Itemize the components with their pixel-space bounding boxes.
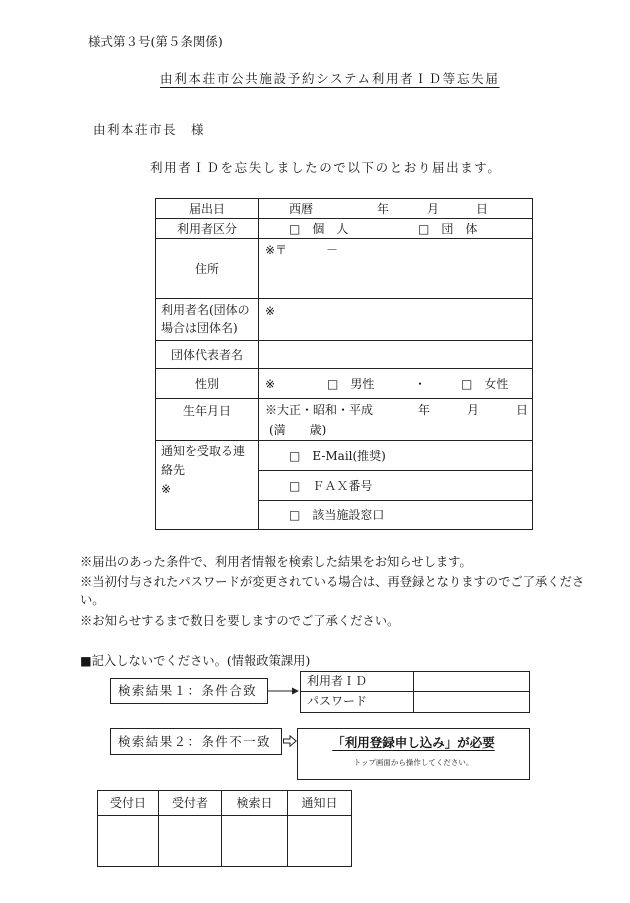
gender-male-option: □ 男性: [327, 377, 375, 391]
stamp-header-received-date: [98, 791, 159, 816]
birth-month-unit: 月: [467, 403, 480, 417]
gender-value-cell: [259, 369, 532, 399]
intro-statement: 利用者ＩＤを忘失しましたので以下のとおり届出ます。: [150, 160, 502, 175]
address-value-cell: [259, 239, 532, 299]
address-postal-dash: －: [326, 243, 339, 257]
arrow-right-icon: [268, 686, 300, 696]
user-name-value-cell: [259, 299, 532, 341]
gender-label-cell: [156, 369, 259, 399]
date-label: 届出日: [188, 201, 225, 216]
contact-label-cell: [156, 441, 259, 529]
credentials-table: [300, 671, 530, 713]
result-mismatch-box: [110, 728, 282, 755]
result-match-box: [110, 678, 268, 704]
password-label: パスワード: [307, 694, 368, 708]
stamp-header-receiver: [159, 791, 222, 816]
contact-email-option: □ E-Mail(推奨): [289, 449, 386, 463]
stamp-cell-search-date: [222, 816, 288, 866]
registration-required-box: [297, 728, 530, 780]
contact-email-cell: [259, 441, 532, 471]
result-match-label: 検索結果１：条件合致: [118, 683, 258, 698]
birth-day-unit: 日: [516, 403, 529, 417]
block-arrow-right-icon: [283, 735, 297, 747]
contact-counter-option: □ 該当施設窓口: [289, 508, 385, 522]
password-value-cell: [414, 692, 529, 712]
registration-required-heading: 「利用登録申し込み」が必要: [332, 735, 495, 750]
contact-counter-cell: [259, 501, 532, 529]
stamp-header-notice-date: [288, 791, 351, 816]
address-label-cell: [156, 239, 259, 299]
stamp-header-label: 検索日: [236, 796, 273, 810]
user-type-label-cell: [156, 219, 259, 239]
birth-label: 生年月日: [182, 404, 231, 418]
contact-fax-option: □ ＦＡＸ番号: [289, 479, 373, 493]
date-month-unit: 月: [427, 202, 440, 216]
representative-label: 団体代表者名: [170, 347, 243, 362]
form-number: 様式第３号(第５条関係): [88, 34, 223, 49]
stamp-cell-notice-date: [288, 816, 351, 866]
password-label-cell: [301, 692, 414, 712]
gender-label: 性別: [194, 376, 219, 391]
office-use-heading: ■記入しないでください。(情報政策課用): [80, 654, 311, 668]
date-day-unit: 日: [476, 202, 489, 216]
birth-eras: ※大正・昭和・平成: [265, 403, 374, 417]
registration-required-note: トップ画面から操作してください。: [353, 758, 474, 767]
gender-required-mark: ※: [265, 377, 276, 391]
birth-value-cell: [259, 399, 532, 441]
user-type-group-option: □ 団 体: [418, 222, 478, 236]
date-era: 西暦: [289, 202, 314, 216]
user-name-required-mark: ※: [265, 304, 276, 318]
stamp-header-label: 通知日: [301, 796, 338, 810]
user-id-value-cell: [414, 672, 529, 692]
contact-label-line1: 通知を受取る連: [161, 444, 246, 458]
user-type-value-cell: [259, 219, 532, 239]
address-label: 住所: [194, 261, 219, 276]
birth-label-cell: [156, 399, 259, 441]
addressee: 由利本荘市長 様: [93, 122, 206, 137]
user-id-label-cell: [301, 672, 414, 692]
stamp-header-search-date: [222, 791, 288, 816]
stamp-cell-received-date: [98, 816, 159, 866]
user-name-label-line2: 場合は団体名): [161, 321, 238, 335]
processing-stamp-table: [97, 790, 352, 867]
gender-separator: ・: [414, 377, 427, 391]
result-mismatch-label: 検索結果２：条件不一致: [118, 734, 271, 749]
note-search-result: ※届出のあった条件で、利用者情報を検索した結果をお知らせします。: [80, 555, 472, 569]
contact-fax-cell: [259, 471, 532, 501]
birth-age: (満 歳): [269, 423, 327, 437]
note-processing-time: ※お知らせするまで数日を要しますのでご了承ください。: [80, 614, 400, 628]
stamp-cell-receiver: [159, 816, 222, 866]
address-postal-mark: ※〒: [265, 243, 288, 257]
note-password-changed-continued: い。: [80, 593, 105, 607]
stamp-header-label: 受付者: [171, 796, 208, 810]
form-title: 由利本荘市公共施設予約システム利用者ＩＤ等忘失届: [160, 71, 500, 86]
gender-female-option: □ 女性: [461, 377, 509, 391]
stamp-header-label: 受付日: [109, 796, 146, 810]
user-id-label: 利用者ＩＤ: [307, 674, 368, 688]
user-name-label-line1: 利用者名(団体の: [161, 303, 250, 317]
user-name-label-cell: [156, 299, 259, 341]
user-type-individual-option: □ 個 人: [289, 222, 349, 236]
date-year-unit: 年: [377, 202, 390, 216]
date-value-cell: [259, 199, 532, 219]
birth-year-unit: 年: [418, 403, 431, 417]
user-type-label: 利用者区分: [176, 221, 237, 236]
date-label-cell: [156, 199, 259, 219]
representative-label-cell: [156, 341, 259, 369]
application-table: [155, 198, 533, 530]
contact-label-line2: 絡先: [161, 463, 186, 477]
note-password-changed: ※当初付与されたパスワードが変更されている場合は、再登録となりますのでご了承くださ: [80, 575, 585, 589]
representative-value-cell: [259, 341, 532, 369]
contact-required-mark: ※: [161, 482, 172, 496]
